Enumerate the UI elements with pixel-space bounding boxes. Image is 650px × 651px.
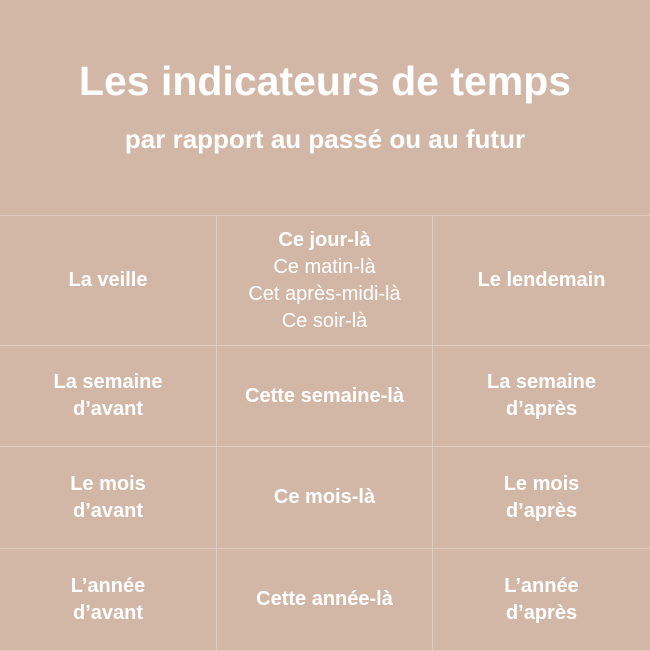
cell-text: d’après (505, 601, 578, 624)
cell-text: Ce soir-là (281, 309, 368, 332)
cell-text: Ce matin-là (273, 255, 376, 278)
cell-before (0, 447, 217, 549)
cell-text: d’avant (72, 398, 144, 420)
cell-same (217, 447, 433, 549)
cell-text: d’après (505, 499, 578, 522)
page-title: Les indicateurs de temps (78, 58, 572, 104)
cell-text: Le mois (70, 472, 146, 495)
cell-text: L’année (504, 574, 579, 597)
cell-after (433, 549, 650, 651)
cell-text: La semaine (487, 371, 596, 393)
cell-after (433, 346, 650, 447)
cell-before (0, 346, 217, 447)
cell-after (433, 216, 650, 346)
cell-before (0, 216, 217, 346)
cell-text: Le lendemain (477, 269, 606, 291)
cell-text: La semaine (53, 371, 163, 393)
cell-text: d’avant (72, 601, 144, 624)
cell-text: Ce jour-là (278, 228, 371, 251)
cell-text: Le mois (503, 472, 580, 495)
cell-after (433, 447, 650, 549)
cell-text: Cette semaine-là (245, 384, 404, 407)
cell-text: La veille (68, 269, 148, 291)
time-indicators-table (0, 215, 650, 651)
cell-text: Cet après-midi-là (248, 282, 401, 305)
cell-text: d’avant (72, 499, 144, 522)
cell-text: d’après (505, 398, 578, 420)
cell-text: Cette année-là (256, 588, 393, 610)
cell-text: L’année (70, 574, 146, 597)
cell-same (217, 216, 433, 346)
cell-before (0, 549, 217, 651)
cell-text: Ce mois-là (273, 486, 376, 508)
page-subtitle: par rapport au passé ou au futur (124, 124, 526, 154)
cell-same (217, 549, 433, 651)
cell-same (217, 346, 433, 447)
